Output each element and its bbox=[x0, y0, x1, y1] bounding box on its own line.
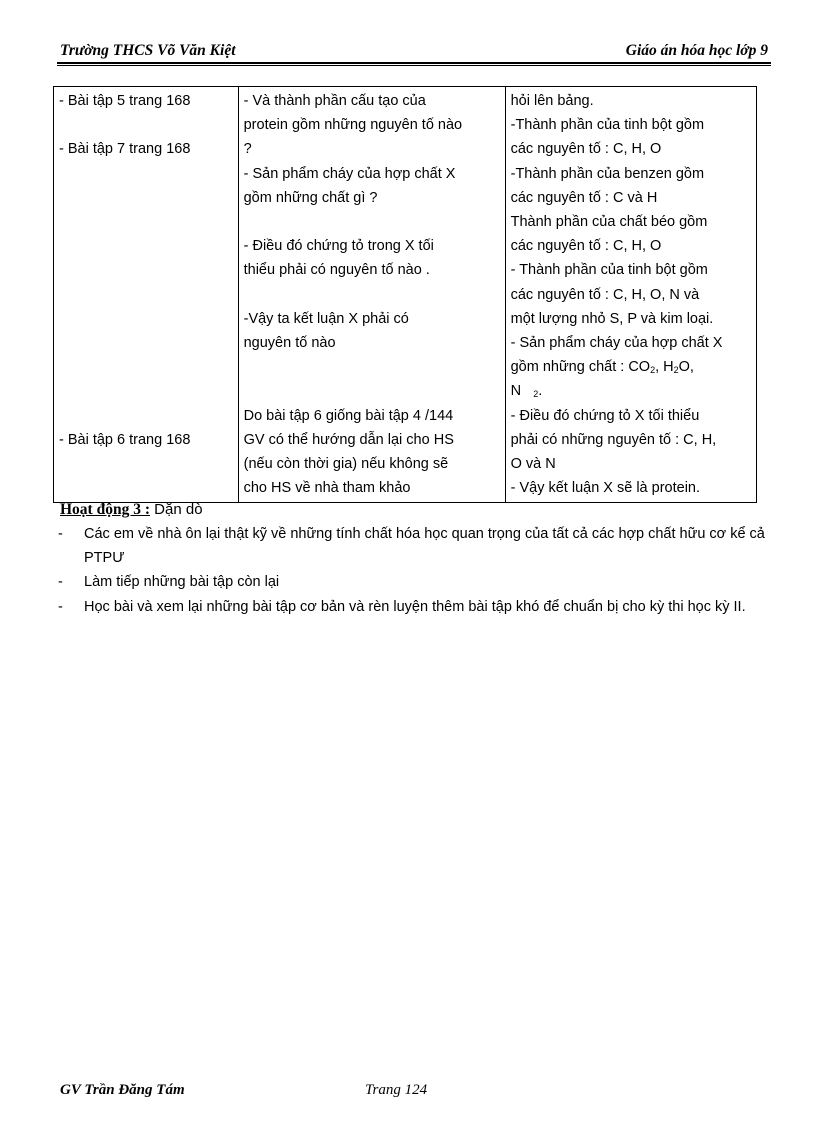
student-line: các nguyên tố : C, H, O bbox=[510, 141, 662, 158]
student-line: - Sản phẩm cháy của hợp chất X bbox=[510, 335, 723, 352]
list-item: - Các em về nhà ôn lại thật kỹ về những tính chất hóa học quan trọng của tất cả các hợp chất hữu cơ kể cả PTPƯ bbox=[58, 526, 765, 567]
list-item: - Làm tiếp những bài tập còn lại bbox=[58, 574, 280, 591]
activity-heading bbox=[60, 498, 203, 522]
teacher-line: thiểu phải có nguyên tố nào . bbox=[243, 262, 430, 279]
school-name: Trường THCS Võ Văn Kiệt bbox=[60, 42, 236, 59]
teacher-column bbox=[238, 87, 505, 503]
teacher-line: -Vậy ta kết luận X phải có bbox=[243, 310, 409, 327]
teacher-line: gồm những chất gì ? bbox=[243, 189, 378, 206]
activity-label: Dặn dò bbox=[154, 501, 203, 518]
student-line: phải có những nguyên tố : C, H, bbox=[510, 431, 717, 448]
student-line: - Thành phần của tinh bột gồm bbox=[510, 262, 708, 279]
student-line: các nguyên tố : C, H, O bbox=[510, 238, 662, 255]
student-line: các nguyên tố : C và H bbox=[510, 189, 658, 206]
student-line: -Thành phần của benzen gồm bbox=[510, 165, 705, 182]
teacher-line: nguyên tố nào bbox=[243, 335, 336, 351]
teacher-line: - Sản phẩm cháy của hợp chất X bbox=[243, 165, 456, 182]
table-row bbox=[54, 87, 757, 503]
header-rule-thin bbox=[57, 65, 771, 66]
student-line: O và N bbox=[510, 456, 556, 473]
page-number: Trang 124 bbox=[365, 1082, 428, 1098]
teacher-line: ? bbox=[243, 141, 252, 158]
activity-title: Hoạt động 3 : bbox=[60, 501, 150, 518]
exercise-5: - Bài tập 5 trang 168 bbox=[59, 93, 191, 109]
combustion-products-line: gồm những chất : $CO_2$, $H_2O$, bbox=[510, 359, 694, 376]
exercise-7: - Bài tập 7 trang 168 bbox=[59, 141, 191, 158]
header-rule-thick bbox=[57, 62, 771, 64]
student-line: hỏi lên bảng. bbox=[510, 93, 594, 109]
teacher-line: cho HS về nhà tham khảo bbox=[243, 480, 411, 497]
list-item: - Học bài và xem lại những bài tập cơ bản và rèn luyện thêm bài tập khó để chuẩn bị cho kỳ thi học kỳ II. bbox=[58, 598, 746, 615]
student-line: các nguyên tố : C, H, O, N và bbox=[510, 286, 700, 303]
teacher-line: (nếu còn thời gia) nếu không sẽ bbox=[243, 455, 449, 472]
exercise-6: - Bài tập 6 trang 168 bbox=[59, 431, 191, 448]
student-line: Thành phần của chất béo gồm bbox=[510, 214, 708, 231]
student-line: - Vậy kết luận X sẽ là protein. bbox=[510, 480, 701, 497]
teacher-name: GV Trần Đăng Tám bbox=[60, 1082, 185, 1098]
student-line: -Thành phần của tinh bột gồm bbox=[510, 117, 705, 134]
homework-list bbox=[58, 522, 773, 619]
teacher-line: protein gồm những nguyên tố nào bbox=[243, 117, 463, 134]
nitrogen-line: N $_2$. bbox=[510, 383, 543, 400]
subject-title: Giáo án hóa học lớp 9 bbox=[625, 42, 768, 59]
page-header bbox=[60, 42, 770, 62]
lesson-table bbox=[53, 86, 757, 503]
student-line: một lượng nhỏ S, P và kim loại. bbox=[510, 310, 714, 327]
teacher-line: - Và thành phần cấu tạo của bbox=[243, 93, 426, 109]
teacher-line: GV có thể hướng dẫn lại cho HS bbox=[243, 431, 454, 448]
student-column bbox=[505, 87, 756, 503]
teacher-line: - Điều đó chứng tỏ trong X tối bbox=[243, 238, 434, 255]
student-line: - Điều đó chứng tỏ X tối thiểu bbox=[510, 407, 700, 424]
teacher-line: Do bài tập 6 giống bài tập 4 /144 bbox=[243, 407, 454, 424]
exercise-column bbox=[54, 87, 239, 503]
